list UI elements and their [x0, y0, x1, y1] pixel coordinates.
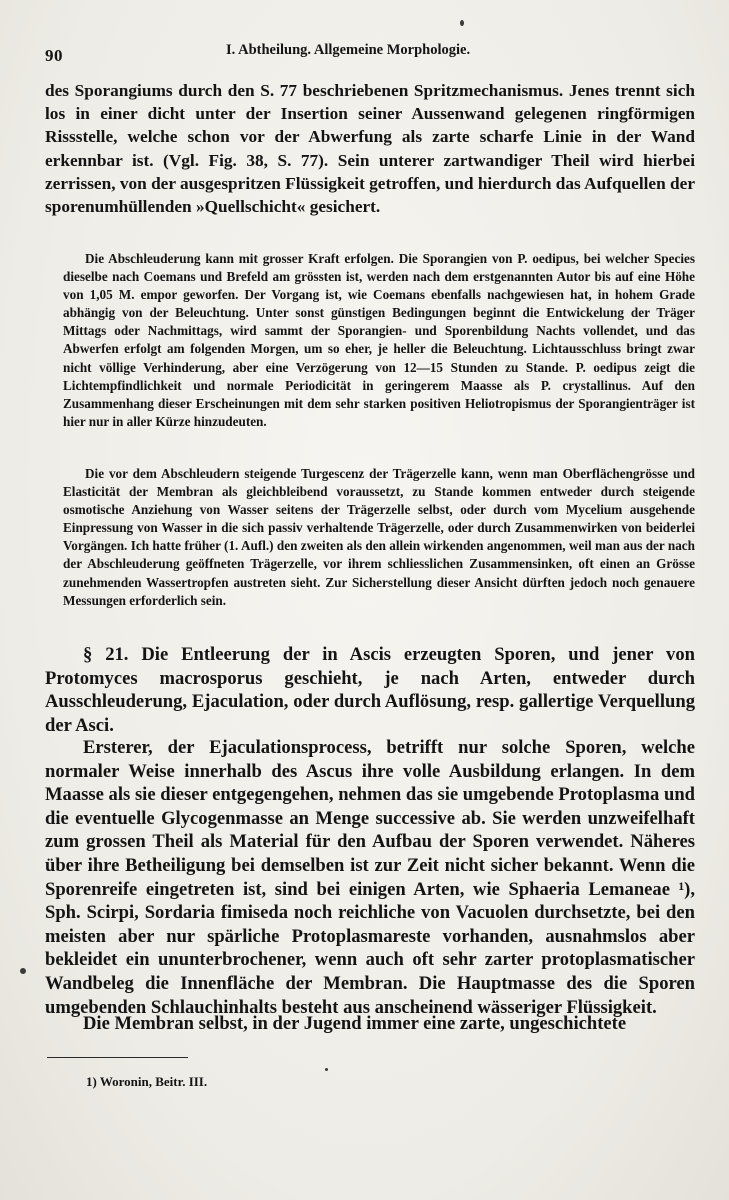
footnote: 1) Woronin, Beitr. III. [86, 1074, 208, 1089]
paragraph-turgescenz: Die vor dem Abschleudern steigende Turgescenz der Trägerzelle kann, wenn man Oberflächengrösse und Elasticität der Membran als gleichbleibend voraussetzt, zu Stande kommen entweder durch steigende osmotische Anziehung von Wasser seitens der Trägerzelle selbst, oder durch vom Mycelium ausgehende Einpressung von Wasser in die sich passiv verhaltende Trägerzelle, oder durch Zusammenwirken von beiderlei Vorgängen. Ich hatte früher (1. Aufl.) den zweiten als den allein wirkenden angenommen, weil man aus der nach der Abschleuderung geöffneten Trägerzelle, vor ihrem schliesslichen Zusammensinken, oft einen an Grösse zunehmenden Wassertropfen austreten sieht. Zur Sicherstellung dieser Ansicht dürften jedoch noch genauere Messungen erforderlich sein. [63, 466, 695, 608]
page-number: 90 [45, 46, 63, 65]
section-21-heading-paragraph: § 21. Die Entleerung der in Ascis erzeugten Sporen, und jener von Protomyces macrosporus geschieht, je nach Arten, entweder durch Ausschleuderung, Ejaculation, oder durch Auflösung, resp. gallertige Verquellung der Asci. [45, 644, 695, 736]
print-speck [325, 1068, 328, 1071]
print-speck [20, 968, 26, 974]
running-title: I. Abtheilung. Allgemeine Morphologie. [226, 42, 471, 58]
print-speck [460, 20, 464, 26]
paragraph-abschleuderung: Die Abschleuderung kann mit grosser Kraft erfolgen. Die Sporangien von P. oedipus, bei welcher Species dieselbe nach Coemans und Brefeld am grössten ist, werden nach dem erstgenannten Autor bis auf eine Höhe von 1,05 M. empor geworfen. Der Vorgang ist, wie Coemans ebenfalls nachgewiesen hat, in hohem Grade abhängig von der Beleuchtung. Unter sonst günstigen Bedingungen beginnt die Entwickelung der Träger Mittags oder Nachmittags, wird sammt der Sporangien- und Sporenbildung Nachts vollendet, und das Abwerfen erfolgt am folgenden Morgen, um so eher, je heller die Beleuchtung. Lichtausschluss bringt zwar nicht völlige Verhinderung, aber eine Verzögerung von 12—15 Stunden zu Stande. P. oedipus zeigt die Lichtempfindlichkeit und normale Periodicität in geringerem Maasse als P. crystallinus. Auf den Zusammenhang dieser Erscheinungen mit dem sehr starken positiven Heliotropismus der Sporangienträger ist hier nur in aller Kürze hinzudeuten. [63, 251, 695, 429]
paragraph-membran: Die Membran selbst, in der Jugend immer eine zarte, ungeschichtete [83, 1013, 627, 1034]
page-header [45, 42, 695, 66]
paragraph-ejaculation: Ersterer, der Ejaculationsprocess, betrifft nur solche Sporen, welche normaler Weise innerhalb des Ascus ihre volle Ausbildung erlangen. In dem Maasse als sie dieser entgegengehen, nehmen das sie umgebende Protoplasma und die eventuelle Glycogenmasse an Menge successive ab. Sie werden unzweifelhaft zum grossen Theil als Material für den Aufbau der Sporen verwendet. Näheres über ihre Betheiligung bei demselben ist zur Zeit nicht sicher bekannt. Wenn die Sporenreife eingetreten ist, sind bei einigen Arten, wie Sphaeria Lemaneae ¹), Sph. Scirpi, Sordaria fimiseda noch reichliche von Vacuolen durchsetzte, bei den meisten aber nur spärliche Protoplasmareste vorhanden, ausnahmslos aber bekleidet ein ununterbrochener, wenn auch oft sehr zarter protoplasmatischer Wandbeleg die Innenfläche der Membran. Die Hauptmasse des die Sporen umgebenden Schlauchinhalts besteht aus anscheinend wässeriger Flüssigkeit. [45, 737, 695, 1018]
paragraph-sporangium-mechanism: des Sporangiums durch den S. 77 beschriebenen Spritzmechanismus. Jenes trennt sich los in einer dicht unter der Insertion seiner Aussenwand gelegenen ringförmigen Rissstelle, welche schon vor der Abwerfung als zarte scharfe Linie in der Wand erkennbar ist. (Vgl. Fig. 38, S. 77). Sein unterer zartwandiger Theil wird hierbei zerrissen, von der ausgespritzen Flüssigkeit getroffen, und hierdurch das Aufquellen der sporenumhüllenden »Quellschicht« gesichert. [45, 81, 695, 217]
footnote-divider [47, 1057, 188, 1058]
